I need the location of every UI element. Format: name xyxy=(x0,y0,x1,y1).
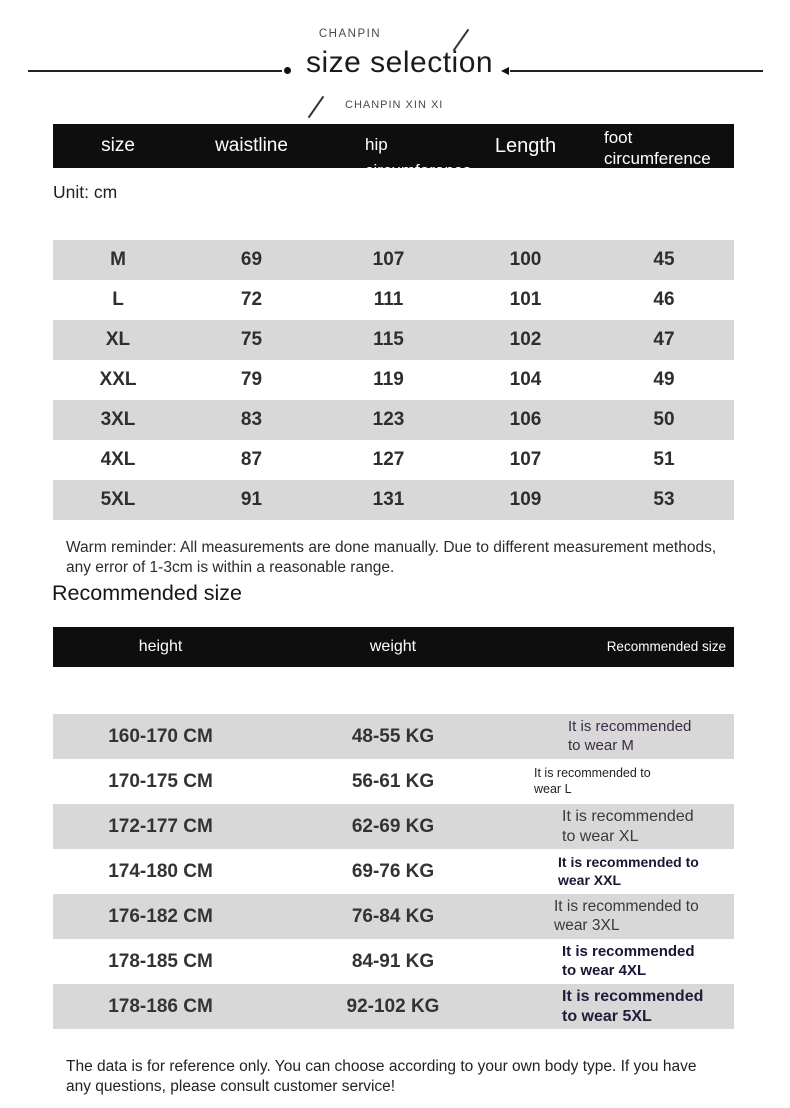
size-cell: XL xyxy=(105,329,131,350)
slash-icon xyxy=(308,96,325,118)
size-cell: 5XL xyxy=(100,489,136,510)
foot-cell: 53 xyxy=(653,489,675,510)
waistline-cell: 69 xyxy=(240,249,263,270)
table-row xyxy=(53,984,734,1029)
recommendation-cell xyxy=(518,759,734,804)
recommendation-line2: to wear 5XL xyxy=(562,1007,652,1025)
table-row xyxy=(53,360,734,400)
length-cell: 109 xyxy=(509,489,542,510)
warm-reminder-text: Warm reminder: All measurements are done manually. Due to different measurement methods, any error of 1-3cm is within a reasonable range. xyxy=(66,539,717,576)
weight-cell: 62-69 KG xyxy=(351,816,435,837)
table-row xyxy=(53,714,734,759)
recommendation-line1: It is recommended to xyxy=(554,897,699,915)
weight-cell: 56-61 KG xyxy=(351,771,435,792)
length-cell: 104 xyxy=(509,369,542,390)
brand-label: CHANPIN xyxy=(318,28,382,40)
foot-cell: 49 xyxy=(653,369,675,390)
foot-cell: 46 xyxy=(653,289,675,310)
length-cell: 101 xyxy=(509,289,542,310)
recommended-size-heading: Recommended size xyxy=(52,581,243,605)
table-row xyxy=(53,280,734,320)
column-header-foot-circumference xyxy=(594,124,734,168)
height-cell: 160-170 CM xyxy=(108,726,213,747)
height-cell: 174-180 CM xyxy=(108,861,213,882)
recommendation-line2: to wear M xyxy=(568,736,634,754)
hip-cell: 119 xyxy=(373,369,404,390)
recommendation-cell xyxy=(518,894,734,939)
recommendation-line1: It is recommended xyxy=(562,987,704,1005)
table-row xyxy=(53,440,734,480)
table-row xyxy=(53,320,734,360)
size-cell: M xyxy=(110,249,126,270)
column-header-waistline: waistline xyxy=(215,135,288,156)
foot-cell: 45 xyxy=(653,249,675,270)
foot-cell: 51 xyxy=(653,449,675,470)
height-cell: 176-182 CM xyxy=(108,906,213,927)
recommendation-cell xyxy=(518,849,734,894)
length-cell: 100 xyxy=(509,249,542,270)
foot-cell: 47 xyxy=(653,329,675,350)
column-header-height: height xyxy=(138,638,183,655)
table-row xyxy=(53,240,734,280)
height-cell: 178-185 CM xyxy=(108,951,213,972)
column-header-hip-circumference xyxy=(320,124,472,180)
table-row xyxy=(53,939,734,984)
weight-cell: 84-91 KG xyxy=(351,951,435,972)
length-cell: 107 xyxy=(509,449,542,470)
recommendation-cell xyxy=(518,714,734,759)
footer-disclaimer-text: The data is for reference only. You can choose according to your own body type. If you have any questions, please consult customer service! xyxy=(66,1058,697,1095)
arrowhead-icon xyxy=(501,67,509,75)
length-cell: 106 xyxy=(509,409,542,430)
weight-cell: 76-84 KG xyxy=(351,906,435,927)
hip-cell: 111 xyxy=(373,289,404,310)
recommendation-line2: wear XXL xyxy=(558,871,622,888)
recommendation-line2: to wear 4XL xyxy=(562,961,647,979)
waistline-cell: 75 xyxy=(240,329,263,350)
hip-cell: 123 xyxy=(372,409,405,430)
hip-cell: 127 xyxy=(372,449,405,470)
size-table-header xyxy=(53,124,734,180)
recommendation-line2: wear 3XL xyxy=(554,916,620,934)
dot-icon xyxy=(284,67,291,74)
recommendation-line2: wear L xyxy=(534,781,572,796)
column-header-length: Length xyxy=(494,135,557,157)
weight-cell: 92-102 KG xyxy=(346,996,440,1017)
waistline-cell: 87 xyxy=(240,449,263,470)
divider-line-left xyxy=(28,70,282,72)
recommend-table-header xyxy=(53,627,734,667)
recommend-table-body xyxy=(53,714,734,1029)
recommendation-line2: to wear XL xyxy=(562,827,639,845)
waistline-cell: 79 xyxy=(240,369,263,390)
table-row xyxy=(53,804,734,849)
recommendation-line1: It is recommended xyxy=(568,718,692,736)
column-header-weight: weight xyxy=(369,638,417,655)
column-header-recommended-size: Recommended size xyxy=(606,639,726,654)
page-title: size selection xyxy=(306,46,494,79)
hip-cell: 131 xyxy=(372,489,405,510)
recommendation-cell xyxy=(518,984,734,1029)
divider-line-right xyxy=(510,70,763,72)
hip-header-line1: hip xyxy=(365,135,388,154)
hip-cell: 115 xyxy=(373,329,404,350)
table-row xyxy=(53,480,734,520)
recommendation-cell xyxy=(518,804,734,849)
length-cell: 102 xyxy=(509,329,542,350)
waistline-cell: 72 xyxy=(240,289,263,310)
waistline-cell: 91 xyxy=(240,489,263,510)
recommendation-line1: It is recommended xyxy=(562,807,694,825)
foot-header-line2: circumference xyxy=(604,149,711,168)
recommendation-line1: It is recommended to xyxy=(558,854,699,871)
page-subtitle: CHANPIN XIN XI xyxy=(345,99,444,111)
size-cell: 3XL xyxy=(100,409,136,430)
hip-header-line2: circumference xyxy=(365,161,472,180)
unit-label: Unit: cm xyxy=(53,182,118,202)
weight-cell: 48-55 KG xyxy=(351,726,435,747)
height-cell: 178-186 CM xyxy=(108,996,213,1017)
hip-cell: 107 xyxy=(372,249,405,270)
table-row xyxy=(53,759,734,804)
table-row xyxy=(53,849,734,894)
table-row xyxy=(53,894,734,939)
height-cell: 170-175 CM xyxy=(108,771,213,792)
weight-cell: 69-76 KG xyxy=(351,861,435,882)
height-cell: 172-177 CM xyxy=(108,816,213,837)
size-cell: L xyxy=(112,289,124,310)
foot-header-line1: foot xyxy=(604,128,633,147)
foot-cell: 50 xyxy=(653,409,675,430)
size-table-body xyxy=(53,240,734,520)
waistline-cell: 83 xyxy=(240,409,263,430)
recommendation-line1: It is recommended xyxy=(562,943,695,961)
size-cell: XXL xyxy=(99,369,137,390)
size-cell: 4XL xyxy=(100,449,136,470)
recommendation-cell xyxy=(518,939,734,984)
table-row xyxy=(53,400,734,440)
recommendation-line1: It is recommended to xyxy=(534,766,651,781)
column-header-size: size xyxy=(101,135,135,156)
